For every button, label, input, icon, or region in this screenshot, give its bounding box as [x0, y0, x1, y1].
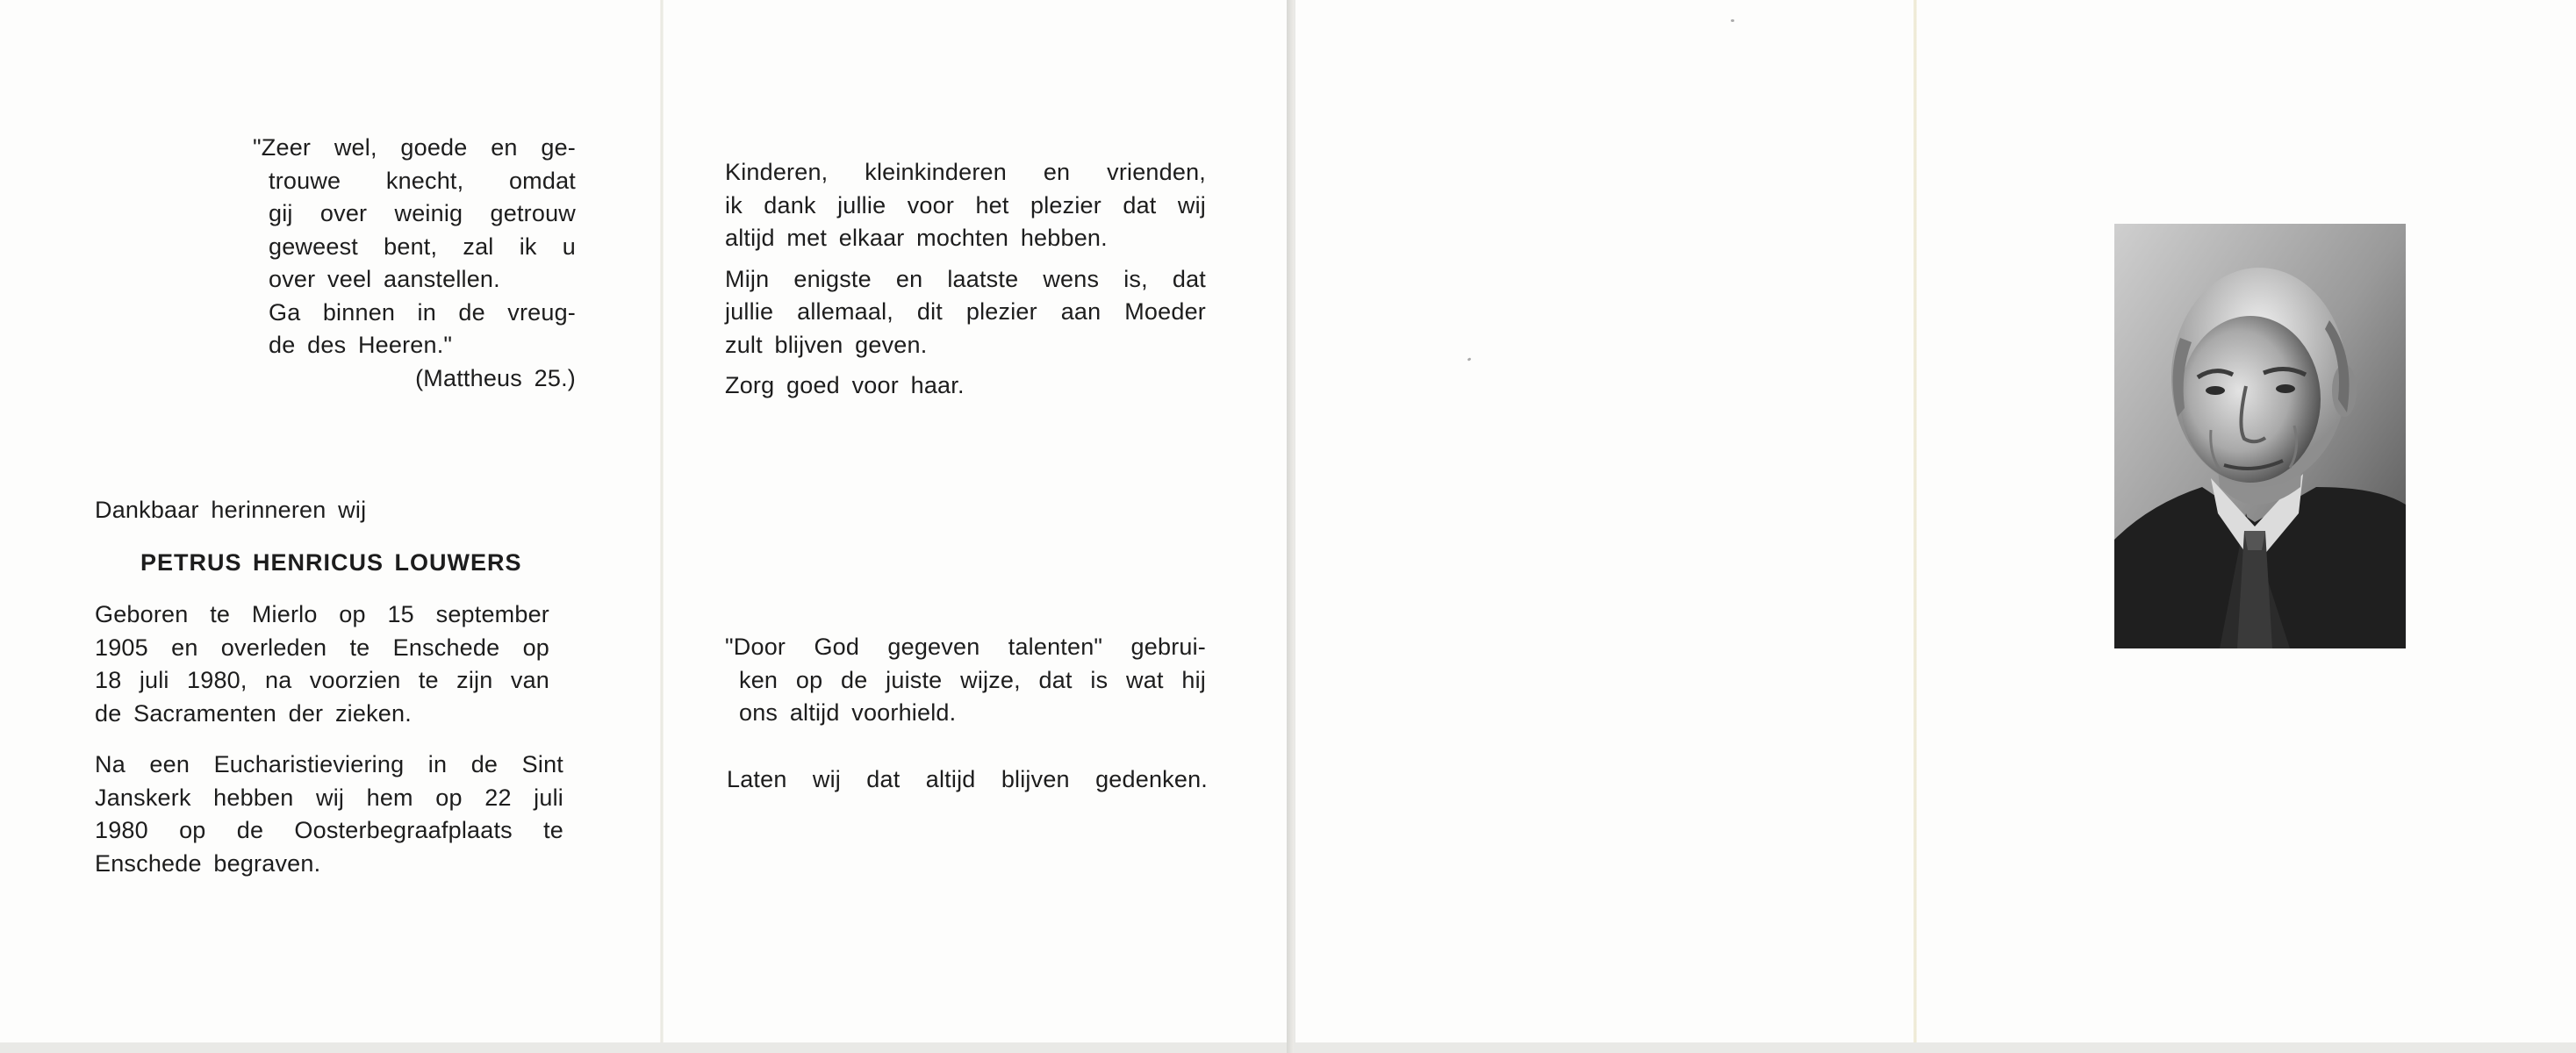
- message-line: Zorg goed voor haar.: [725, 372, 965, 398]
- deceased-name-text: PETRUS HENRICUS LOUWERS: [140, 549, 522, 576]
- quote-line: gij over weinig getrouw: [269, 200, 576, 226]
- family-message: [725, 156, 1206, 403]
- message-line: zult blijven geven.: [725, 331, 928, 358]
- paragraph-line: Enschede begraven.: [95, 849, 321, 877]
- quote-line: Ga binnen in de vreug-: [269, 298, 576, 326]
- deceased-name: [140, 547, 522, 580]
- paragraph-line: 1905 en overleden te Enschede op: [95, 634, 549, 661]
- quote-line: geweest bent, zal ik u: [269, 233, 576, 260]
- quote-line: "Zeer wel, goede en ge-: [253, 134, 576, 161]
- message-line: ken op de juiste wijze, dat is wat hij: [739, 666, 1206, 693]
- closing-text: Laten wij dat altijd blijven gedenken.: [727, 766, 1208, 792]
- paragraph-line: 1980 op de Oosterbegraafplaats te: [95, 817, 563, 843]
- memorial-intro: [95, 494, 446, 527]
- message-line: ik dank jullie voor het plezier dat wij: [725, 191, 1206, 218]
- message-line: Kinderen, kleinkinderen en vrienden,: [725, 159, 1206, 185]
- message-line: "Door God gegeven talenten" gebrui-: [725, 634, 1206, 660]
- quote-reference: (Mattheus 25.): [415, 364, 576, 391]
- paragraph-gap: [725, 362, 1206, 369]
- message-line: ons altijd voorhield.: [739, 699, 957, 726]
- paragraph-line: Na een Eucharistieviering in de Sint: [95, 751, 563, 777]
- birth-death-paragraph: [95, 598, 549, 730]
- sheet-gap: [1287, 0, 1294, 1053]
- burial-paragraph: [95, 749, 563, 880]
- paragraph-line: Geboren te Mierlo op 15 september: [95, 601, 549, 627]
- card-fold-left: [660, 0, 664, 1042]
- card-fold-right: [1913, 0, 1917, 1042]
- paragraph-line: Janskerk hebben wij hem op 22 juli: [95, 784, 563, 811]
- quote-line: trouwe knecht, omdat: [269, 167, 576, 194]
- portrait-photo: [2114, 224, 2406, 648]
- paragraph-line: de Sacramenten der zieken.: [95, 699, 412, 727]
- memorial-intro-text: Dankbaar herinneren wij: [95, 497, 367, 523]
- paper-speck: [1731, 19, 1734, 22]
- message-line: Mijn enigste en laatste wens is, dat: [725, 265, 1206, 292]
- message-line: jullie allemaal, dit plezier aan Moeder: [725, 298, 1206, 325]
- portrait-photo-icon: [2114, 224, 2406, 648]
- quote-line: de des Heeren.": [269, 332, 453, 358]
- paragraph-gap: [725, 255, 1206, 263]
- closing-line: [727, 763, 1208, 797]
- quote-line: over veel aanstellen.: [269, 266, 500, 292]
- message-line: altijd met elkaar mochten hebben.: [725, 225, 1108, 251]
- scripture-quote: [253, 132, 576, 395]
- paragraph-line: 18 juli 1980, na voorzien te zijn van: [95, 667, 549, 693]
- talents-message: [725, 631, 1206, 730]
